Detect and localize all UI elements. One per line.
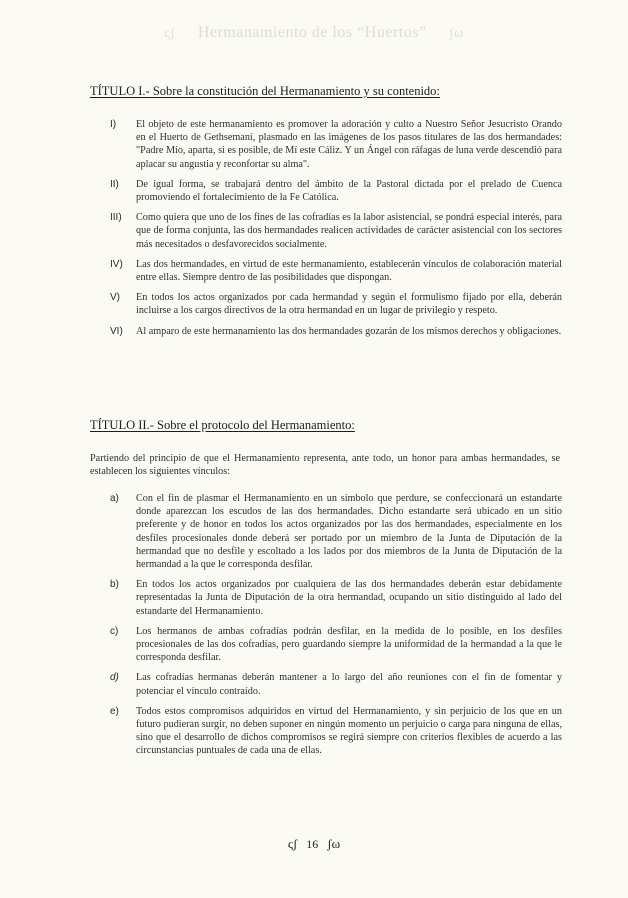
item-text: El objeto de este hermanamiento es promover la adoración y culto a Nuestro Señor Jesucristo Orando en el Huerto de Gethsemaní, plasmado en las imágenes de los pasos titulares de las dos hermandades: "Padre Mío, aparta, si es posible, de Mí este Cáliz. Y un Ángel con ráfagas de luna verde descendió para aplacar su angustia y reconfortar su alma".: [136, 119, 562, 170]
item-text: En todos los actos organizados por cualquiera de las dos hermandades deberán estar debidamente representadas la Junta de Diputación de la otra hermandad, ocupando un sitio distinguido al lado del estandarte del Hermanamiento.: [136, 579, 562, 617]
item-number: d): [110, 672, 119, 684]
item-text: Todos estos compromisos adquiridos en virtud del Hermanamiento, y sin perjuicio de los que en un futuro pudieran surgir, no deben suponer en ningún momento un perjuicio o carga para ninguna de ellas, sino que el desarrollo de dichos compromisos se regirá siempre con criterios flexibles de acuerdo a las circunstancias puntuales de cada una de ellas.: [136, 705, 562, 757]
list-item: [90, 118, 562, 171]
header-title: Hermanamiento de los “Huertos”: [197, 24, 427, 41]
header-ornament-right: ʃω: [449, 26, 464, 41]
section-2-title: TÍTULO II.- Sobre el protocolo del Hermanamiento:: [90, 418, 355, 432]
item-number: e): [110, 705, 119, 717]
item-text: Los hermanos de ambas cofradías podrán desfilar, en la medida de lo posible, en los desfiles procesionales de las dos cofradías, pero guardando siempre la uniformidad de la hermandad a la que le corresponda desfilar.: [136, 625, 562, 664]
item-number: V): [110, 292, 120, 304]
item-text: Al amparo de este hermanamiento las dos hermandades gozarán de los mismos derechos y obligaciones.: [136, 325, 562, 337]
list-item: [90, 211, 562, 251]
item-number: a): [110, 493, 119, 504]
section-1-list: [90, 118, 562, 345]
header-ornament-left: ςʃ: [164, 26, 176, 41]
item-number: b): [110, 579, 119, 591]
item-number: II): [110, 178, 119, 190]
item-number: IV): [110, 258, 123, 270]
list-item: [90, 625, 562, 665]
list-item: [90, 705, 562, 758]
item-text: De igual forma, se trabajará dentro del ámbito de la Pastoral dictada por el prelado de Cuenca promoviendo el fortalecimiento de la Fe Católica.: [136, 178, 562, 204]
page-number: 16: [306, 837, 319, 851]
item-text: Las dos hermandades, en virtud de este hermanamiento, establecerán vínculos de colaboración material entre ellas. Siempre dentro de las posibilidades que dispongan.: [136, 258, 562, 284]
list-item: [90, 671, 562, 697]
item-text: En todos los actos organizados por cada hermandad y según el formulismo fijado por ella, deberán incluirse a los cargos directivos de la otra hermandad en un lugar de privilegio y respeto.: [136, 292, 562, 317]
section-2-list: [90, 492, 562, 765]
item-text: Las cofradías hermanas deberán mantener a lo largo del año reuniones con el fin de fomentar y potenciar el vínculo contraído.: [136, 672, 562, 697]
running-header: [0, 24, 628, 42]
page-footer: [0, 836, 628, 852]
list-item: [90, 578, 562, 618]
footer-ornament-left: ςʃ: [287, 836, 298, 851]
item-number: I): [110, 119, 117, 130]
list-item: [90, 325, 562, 338]
list-item: [90, 258, 562, 284]
item-text: Como quiera que uno de los fines de las cofradías es la labor asistencial, se pondrá especial interés, para que de forma conjunta, las dos hermandades realicen actividades de carácter asistencial con los sectores más necesitados o desfavorecidos socialmente.: [136, 212, 562, 250]
list-item: [90, 492, 562, 571]
section-1-title: TÍTULO I.- Sobre la constitución del Hermanamiento y su contenido:: [90, 84, 440, 98]
list-item: [90, 178, 562, 204]
footer-ornament-right: ʃω: [327, 836, 341, 851]
item-text: Con el fin de plasmar el Hermanamiento en un símbolo que perdure, se confeccionará un estandarte donde aparezcan los escudos de las dos hermandades. Dicho estandarte será ubicado en un sitio preferente y de honor en todos los actos organizados por las dos hermandades, especialmente en los desfiles procesionales donde deberá ser portado por un miembro de la Junta de Diputación de la hermandad que no desfile y escoltado a los lados por dos miembros de la Junta de Diputación de la hermandad a la que le corresponda desfilar.: [136, 493, 562, 571]
item-number: III): [110, 212, 122, 224]
section-2-intro: Partiendo del principio de que el Hermanamiento representa, ante todo, un honor para ambas hermandades, se establecen los siguientes vínculos:: [90, 453, 560, 478]
list-item: [90, 291, 562, 317]
item-number: c): [110, 625, 119, 637]
item-number: VI): [110, 325, 123, 337]
